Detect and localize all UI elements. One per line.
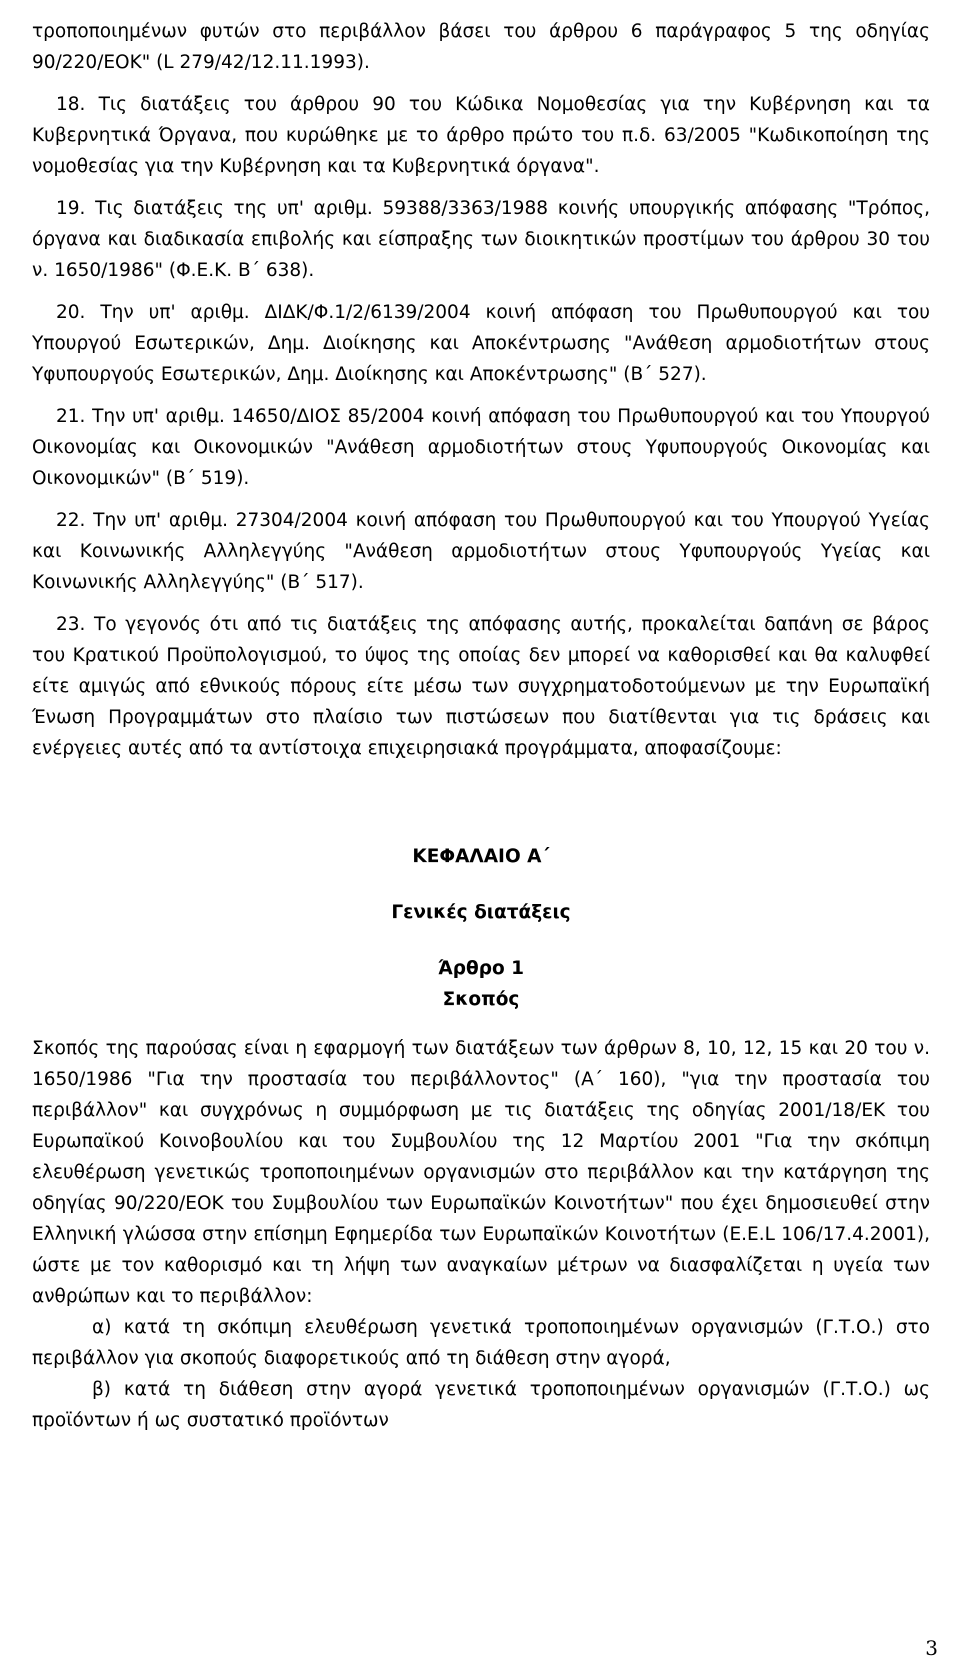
item-text: Το γεγονός ότι από τις διατάξεις της απόφασης αυτής, προκαλείται δαπάνη σε βάρος του Κρατικού Προϋπολογισμού, το ύψος της οποίας δεν μπορεί να καθορισθεί και θα καλυφθεί είτε αμιγώς από εθνικούς πόρους είτε μέσω των συγχρηματοδοτούμενων με την Ευρωπαϊκή Ένωση Προγραμμάτων στο πλαίσιο των πιστώσεων που διατίθενται για τις δράσεις και ενέργειες αυτές από τα αντίστοιχα επιχειρησιακά προγράμματα, αποφασίζουμε: bbox=[32, 614, 930, 759]
item-number: 18. bbox=[56, 94, 86, 115]
list-item-23 bbox=[32, 609, 930, 764]
sub-item-text: κατά τη διάθεση στην αγορά γενετικά τροποποιημένων οργανισμών (Γ.Τ.Ο.) ως προϊόντων ή ως συστατικό προϊόντων bbox=[32, 1379, 930, 1431]
list-item-21 bbox=[32, 401, 930, 494]
item-text: Τις διατάξεις της υπ' αριθμ. 59388/3363/1988 κοινής υπουργικής απόφασης "Τρόπος, όργανα και διαδικασία επιβολής και είσπραξης των διοικητικών προστίμων του άρθρου 30 του ν. 1650/1986" (Φ.Ε.Κ. Β΄ 638). bbox=[32, 198, 930, 281]
item-text: Την υπ' αριθμ. 27304/2004 κοινή απόφαση του Πρωθυπουργού και του Υπουργού Υγείας και Κοινωνικής Αλληλεγγύης "Ανάθεση αρμοδιοτήτων στους Υφυπουργούς Υγείας και Κοινωνικής Αλληλεγγύης" (Β΄ 517). bbox=[32, 510, 931, 593]
list-item-19 bbox=[32, 193, 930, 286]
intro-paragraph: τροποποιημένων φυτών στο περιβάλλον βάσει του άρθρου 6 παράγραφος 5 της οδηγίας 90/220/ΕΟΚ" (L 279/42/12.11.1993). bbox=[32, 21, 930, 73]
sub-item-text: κατά τη σκόπιμη ελευθέρωση γενετικά τροποποιημένων οργανισμών (Γ.Τ.Ο.) στο περιβάλλον για σκοπούς διαφορετικούς από τη διάθεση στην αγορά, bbox=[32, 1317, 931, 1369]
section-heading: Γενικές διατάξεις bbox=[391, 902, 571, 923]
document-page bbox=[32, 16, 930, 1436]
article-number: Άρθρο 1 bbox=[438, 958, 524, 979]
list-item-18 bbox=[32, 89, 930, 182]
item-number: 21. bbox=[56, 406, 86, 427]
item-text: Την υπ' αριθμ. 14650/ΔΙΟΣ 85/2004 κοινή απόφαση του Πρωθυπουργού και του Υπουργού Οικονομίας και Οικονομικών "Ανάθεση αρμοδιοτήτων στους Υφυπουργούς Οικονομίας και Οικονομικών" (Β΄ 519). bbox=[32, 406, 930, 489]
list-item-22 bbox=[32, 505, 930, 598]
item-number: 20. bbox=[56, 302, 86, 323]
sub-item-b bbox=[32, 1374, 930, 1436]
sub-item-label: α) bbox=[92, 1317, 112, 1338]
item-number: 19. bbox=[56, 198, 86, 219]
page-number: 3 bbox=[925, 1636, 938, 1660]
article-body: Σκοπός της παρούσας είναι η εφαρμογή των διατάξεων των άρθρων 8, 10, 12, 15 και 20 του ν. 1650/1986 "Για την προστασία του περιβάλλοντος" (Α΄ 160), "για την προστασία του περιβάλλον" και συγχρόνως η συμμόρφωση με τις διατάξεις της οδηγίας 2001/18/ΕΚ του Ευρωπαϊκού Κοινοβουλίου και του Συμβουλίου της 12 Μαρτίου 2001 "Για την σκόπιμη ελευθέρωση γενετικώς τροποποιημένων οργανισμών στο περιβάλλον και την κατάργηση της οδηγίας 90/220/ΕΟΚ του Συμβουλίου των Ευρωπαϊκών Κοινοτήτων" που έχει δημοσιευθεί στην Ελληνική γλώσσα στην επίσημη Εφημερίδα των Ευρωπαϊκών Κοινοτήτων (Ε.Ε.L 106/17.4.2001), ώστε με τον καθορισμό και τη λήψη των αναγκαίων μέτρων να διασφαλίζεται η υγεία των ανθρώπων και το περιβάλλον: bbox=[32, 1038, 930, 1307]
item-text: Τις διατάξεις του άρθρου 90 του Κώδικα Νομοθεσίας για την Κυβέρνηση και τα Κυβερνητικά Όργανα, που κυρώθηκε με το άρθρο πρώτο του π.δ. 63/2005 "Κωδικοποίηση της νομοθεσίας για την Κυβέρνηση και τα Κυβερνητικά όργανα". bbox=[32, 94, 931, 177]
list-item-20 bbox=[32, 297, 930, 390]
item-number: 23. bbox=[56, 614, 86, 635]
sub-item-label: β) bbox=[92, 1379, 112, 1400]
chapter-heading: ΚΕΦΑΛΑΙΟ Α΄ bbox=[412, 846, 550, 867]
item-number: 22. bbox=[56, 510, 86, 531]
article-title: Σκοπός bbox=[442, 989, 520, 1010]
item-text: Την υπ' αριθμ. ΔΙΔΚ/Φ.1/2/6139/2004 κοινή απόφαση του Πρωθυπουργού και του Υπουργού Εσωτερικών, Δημ. Διοίκησης και Αποκέντρωσης "Ανάθεση αρμοδιοτήτων στους Υφυπουργούς Εσωτερικών, Δημ. Διοίκησης και Αποκέντρωσης" (Β΄ 527). bbox=[32, 302, 930, 385]
sub-item-a bbox=[32, 1312, 930, 1374]
